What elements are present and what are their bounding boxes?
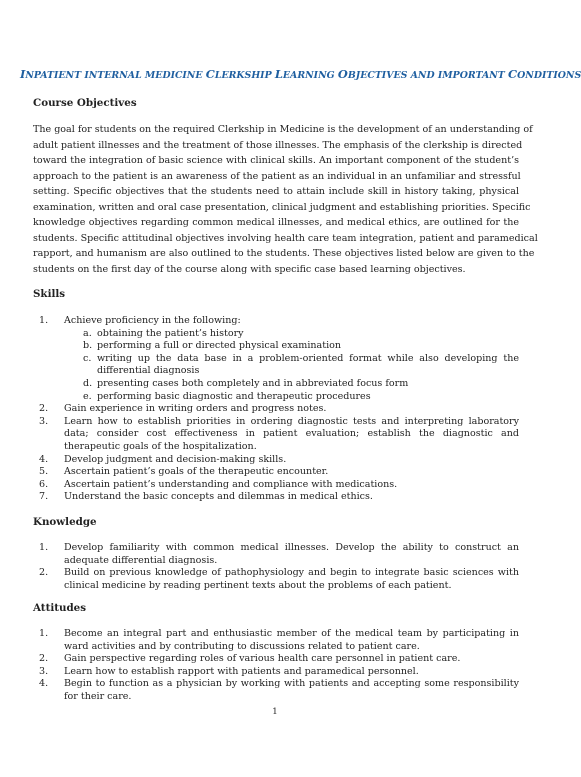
title-fragment: I [20,67,26,81]
list-item-text: Gain experience in writing orders and progress notes. [64,403,327,415]
list-item [33,542,519,567]
title-fragment: C [205,67,215,81]
list-item-text: Understand the basic concepts and dilemmas in medical ethics. [64,491,373,503]
list-item [33,454,519,467]
paragraph-line: approach to the patient is an awareness of the patient as an individual in an unfamiliar and stressful [33,170,521,182]
list-item-number: 7. [39,491,49,503]
title-fragment: O [337,67,348,81]
title-fragment: L [274,67,283,81]
list-item-text: Develop familiarity with common medical illnesses. Develop the ability to construct an adequate differential diagnosis. [64,542,519,566]
list-item-number: 6. [39,478,49,490]
sub-list-item [33,391,519,404]
paragraph-line: knowledge objectives regarding common medical illnesses, and medical ethics, are outlined for the [33,217,519,229]
attitudes-heading: Attitudes [33,602,87,614]
list-item-number: 1. [39,542,49,553]
list-item-number: 1. [39,628,49,639]
list-item [33,479,519,492]
sub-list-item-letter: c. [83,352,92,364]
list-item-text: Develop judgment and decision-making skills. [64,453,287,465]
list-item-number: 5. [39,466,49,478]
paragraph-line: students on the first day of the course along with specific case based learning objectives. [33,263,466,275]
list-item [33,315,519,328]
sub-list-item-text: obtaining the patient’s history [97,327,244,339]
sub-list-item-text: performing basic diagnostic and therapeutic procedures [97,390,371,402]
list-item [33,666,519,679]
list-item-text: Ascertain patient’s goals of the therapeutic encounter. [64,466,329,478]
title-fragment: LERKSHIP [214,70,275,81]
title-fragment: EARNING [282,70,338,81]
course-objectives-heading: Course Objectives [33,97,137,109]
paragraph-line: The goal for students on the required Clerkship in Medicine is the development of an understanding of [33,124,533,135]
paragraph-line: adult patient illnesses and the treatment of those illnesses. The emphasis of the clerkship is directed [33,139,523,151]
paragraph-line: examination, written and oral case presentation, clinical judgment and establishing priorities. Specific [33,201,531,213]
list-item [33,491,519,504]
list-item [33,653,519,666]
skills-heading: Skills [33,288,66,300]
list-item-text: Gain perspective regarding roles of various health care personnel in patient care. [64,653,461,665]
list-item-text: Begin to function as a physician by working with patients and accepting some responsibility for their care. [64,678,519,702]
list-item [33,628,519,653]
paragraph-line: setting. Specific objectives that the students need to attain include skill in history taking, physical [33,186,519,198]
page-number: 1 [272,707,278,717]
sub-list-item-letter: a. [83,327,92,339]
list-item [33,466,519,479]
list-item-text: Build on previous knowledge of pathophysiology and begin to integrate basic sciences with clinical medicine by reading pertinent texts about the problems of each patient. [64,567,519,591]
sub-list-item [33,378,519,391]
sub-list-item-text: writing up the data base in a problem-oriented format while also developing the differential diagnosis [97,352,519,377]
paragraph-line: rapport, and humanism are also outlined to the students. These objectives listed below are given to the [33,248,535,260]
title-fragment: BJECTIVES AND IMPORTANT [347,70,509,81]
list-item-number: 2. [39,653,49,665]
sub-list-item [33,328,519,341]
sub-list-item-letter: e. [83,390,92,402]
list-item [33,403,519,416]
list-item-number: 3. [39,665,49,677]
list-item-text: Learn how to establish priorities in ordering diagnostic tests and interpreting laboratory data; consider cost effectiveness in patient evaluation; establish the diagnostic and therapeutic goals of the hospitalization. [64,415,519,452]
course-objectives-paragraph [33,122,538,277]
list-item [33,416,519,454]
attitudes-list [33,628,519,704]
list-item [33,678,519,703]
list-item-number: 4. [39,678,49,690]
list-item-number: 1. [39,315,49,326]
document-title [20,67,581,81]
paragraph-line: toward the integration of basic science with clinical skills. An important component of the student’s [33,155,519,167]
list-item-number: 3. [39,415,49,427]
list-item-number: 4. [39,453,49,465]
list-item-text: Learn how to establish rapport with patients and paramedical personnel. [64,665,419,677]
sub-list-item [33,340,519,353]
list-item [33,567,519,592]
sub-list-item-text: presenting cases both completely and in abbreviated focus form [97,377,409,389]
sub-list-item-letter: d. [83,377,93,389]
title-fragment: C [508,67,518,81]
knowledge-heading: Knowledge [33,516,97,528]
sub-list-item-letter: b. [83,340,93,352]
paragraph-line: students. Specific attitudinal objectives involving health care team integration, patient and paramedical [33,232,538,244]
title-fragment: NPATIENT INTERNAL MEDICINE [25,70,206,81]
list-item-text: Ascertain patient’s understanding and compliance with medications. [64,478,398,490]
knowledge-list [33,542,519,592]
list-item-number: 2. [39,403,49,415]
list-item-text: Become an integral part and enthusiastic member of the medical team by participating in ward activities and by contributing to discussions related to patient care. [64,628,519,652]
skills-list [33,315,519,504]
list-item-number: 2. [39,567,49,579]
sub-list-item [33,353,519,378]
sub-list-item-text: performing a full or directed physical examination [97,340,342,352]
list-item-text: Achieve proficiency in the following: [64,315,241,326]
title-fragment: ONDITIONS [517,70,581,81]
